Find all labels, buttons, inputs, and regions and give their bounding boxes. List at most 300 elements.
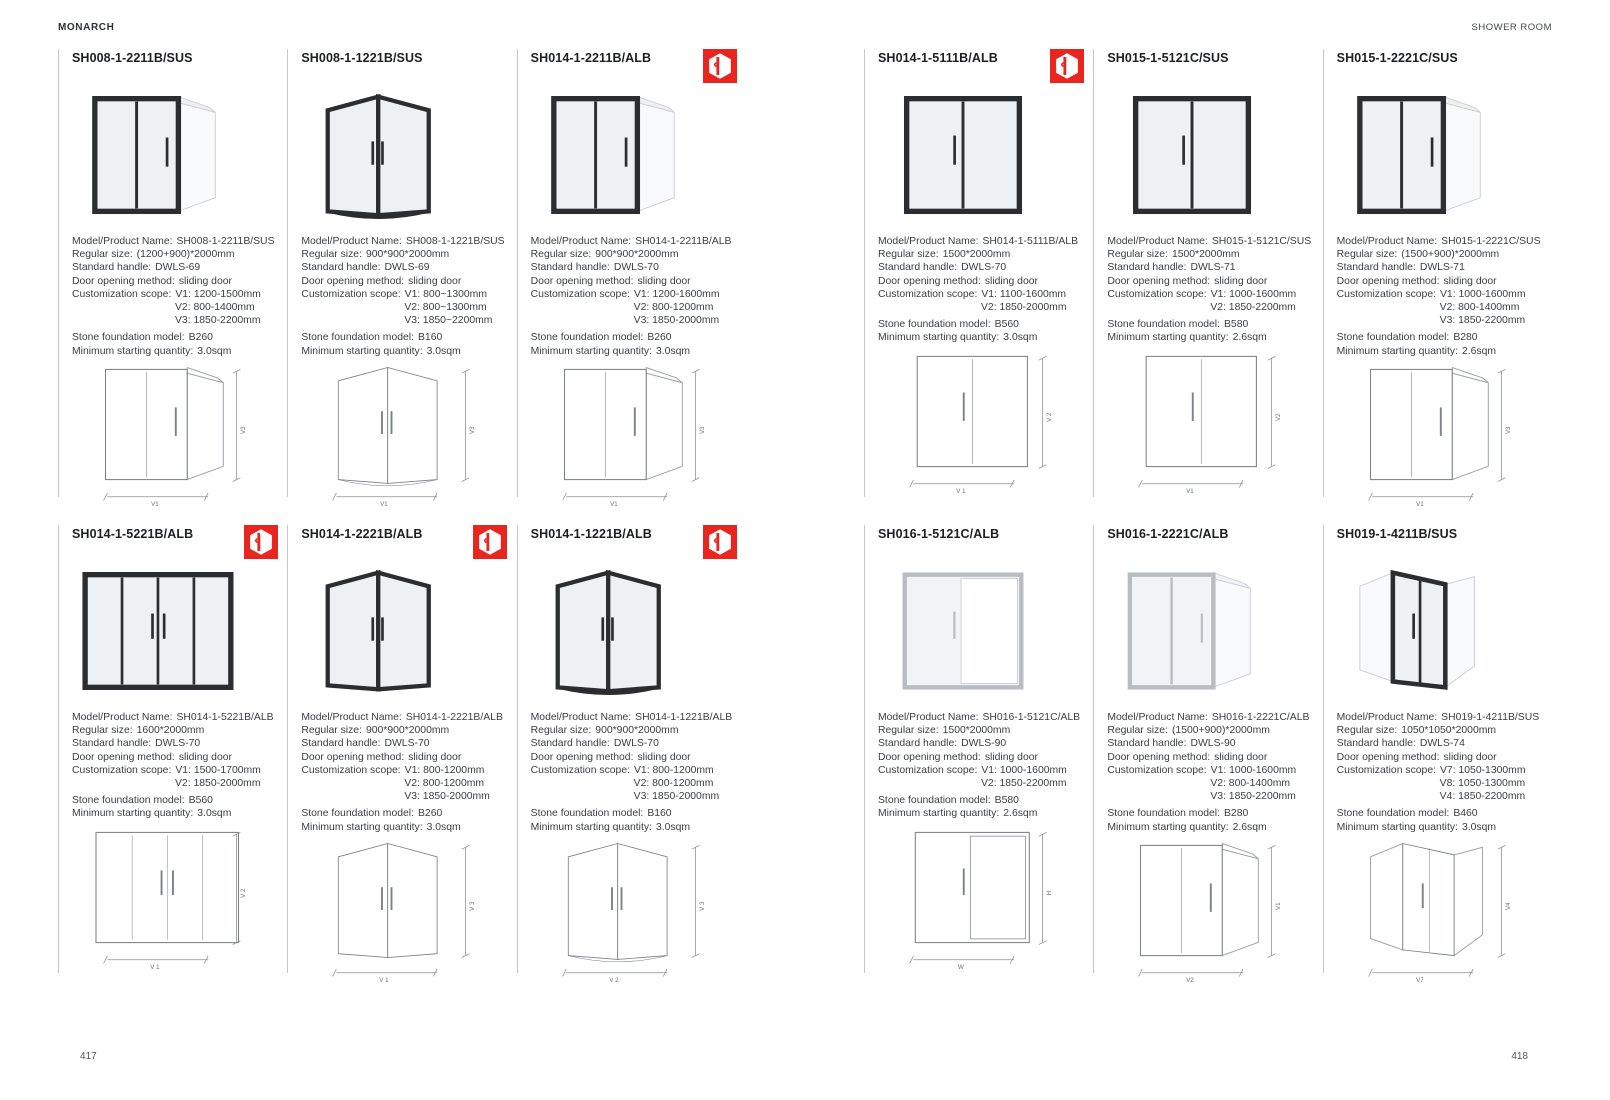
product-specs bbox=[301, 235, 513, 358]
spec-value: SH014-1-5111B/ALB bbox=[982, 236, 1078, 247]
product-specs bbox=[301, 711, 513, 834]
product-specs bbox=[878, 235, 1090, 345]
spec-line bbox=[531, 711, 743, 724]
spec-line bbox=[878, 248, 1090, 261]
spec-value: V2: 800-1400mm bbox=[1439, 302, 1520, 314]
spec-value: V2: 1850-2200mm bbox=[1210, 302, 1296, 314]
spec-label: Customization scope: bbox=[1336, 764, 1436, 776]
spec-line bbox=[1337, 261, 1549, 274]
spec-line bbox=[531, 275, 743, 288]
spec-line bbox=[1107, 235, 1319, 248]
spec-value: V3: 1850-2200mm bbox=[175, 315, 261, 327]
product-card-header bbox=[1107, 49, 1319, 87]
product-title: SH015-1-2221C/SUS bbox=[1336, 51, 1458, 65]
spec-line bbox=[1337, 275, 1549, 288]
product-specs bbox=[531, 711, 743, 834]
spec-line bbox=[72, 275, 284, 288]
spec-line bbox=[1107, 724, 1319, 737]
spec-line bbox=[531, 345, 743, 358]
spec-line bbox=[72, 751, 284, 764]
spec-line bbox=[878, 807, 1090, 820]
spec-line bbox=[1107, 711, 1319, 724]
spec-value: 2.6sqm bbox=[1232, 821, 1267, 833]
spec-value: V2: 800-1200mm bbox=[633, 778, 714, 790]
spec-value: SH014-1-2221B/ALB bbox=[405, 712, 503, 723]
product-card-header bbox=[1107, 525, 1319, 563]
spec-line bbox=[531, 301, 743, 314]
spec-line bbox=[1337, 288, 1549, 301]
spec-line bbox=[878, 724, 1090, 737]
spec-value: sliding door bbox=[1214, 275, 1268, 287]
product-title: SH016-1-2221C/ALB bbox=[1107, 527, 1229, 541]
spec-line bbox=[1337, 777, 1549, 790]
spec-line bbox=[878, 301, 1090, 314]
spec-line bbox=[301, 248, 513, 261]
product-card bbox=[287, 49, 513, 509]
spec-label: Minimum starting quantity: bbox=[530, 345, 652, 357]
spec-line bbox=[878, 235, 1090, 248]
product-title: SH019-1-4211B/SUS bbox=[1336, 527, 1458, 541]
spec-label: Model/Product Name: bbox=[1107, 236, 1208, 247]
spec-value: DWLS-90 bbox=[961, 738, 1007, 750]
spec-label: Regular size: bbox=[878, 725, 939, 737]
product-specs bbox=[878, 711, 1090, 821]
spec-value: V2: 800-1400mm bbox=[175, 302, 255, 314]
spec-value: V3: 1850~2200mm bbox=[404, 315, 493, 327]
product-card bbox=[1323, 525, 1549, 985]
spec-line bbox=[301, 777, 513, 790]
spec-line bbox=[1107, 777, 1319, 790]
spec-value: DWLS-70 bbox=[613, 262, 659, 274]
spec-value: B580 bbox=[1223, 319, 1249, 331]
sketch-height-dimension-label: H bbox=[1046, 890, 1054, 896]
spec-value: SH014-1-5221B/ALB bbox=[176, 712, 274, 723]
spec-value: V3: 1850-2200mm bbox=[1439, 315, 1526, 327]
product-card-header bbox=[301, 49, 513, 87]
spec-line bbox=[72, 288, 284, 301]
product-card-header bbox=[1337, 525, 1549, 563]
sketch-height-dimension-label: V3 bbox=[240, 426, 248, 434]
spec-line bbox=[1107, 275, 1319, 288]
product-card-header bbox=[72, 49, 284, 87]
sketch-height-dimension-label: V2 bbox=[1275, 413, 1283, 421]
spec-label: Door opening method: bbox=[72, 275, 175, 287]
spec-label: Regular size: bbox=[1336, 725, 1398, 737]
spec-line bbox=[301, 345, 513, 358]
spec-line bbox=[301, 790, 513, 803]
spec-label: Standard handle: bbox=[878, 262, 958, 274]
spec-line bbox=[1337, 345, 1549, 358]
spec-line bbox=[531, 261, 743, 274]
product-photo-illustration bbox=[301, 563, 513, 699]
product-photo-illustration bbox=[531, 563, 743, 699]
spec-line bbox=[72, 248, 284, 261]
spec-value: DWLS-69 bbox=[155, 262, 201, 274]
spec-value: DWLS-90 bbox=[1190, 738, 1236, 750]
product-title: SH015-1-5121C/SUS bbox=[1107, 51, 1229, 65]
spec-line bbox=[301, 301, 513, 314]
product-specs bbox=[1107, 235, 1319, 345]
spec-line bbox=[301, 724, 513, 737]
product-dimension-sketch bbox=[88, 358, 284, 515]
product-card-header bbox=[878, 49, 1090, 87]
product-card-header bbox=[72, 525, 284, 563]
spec-value: SH014-1-2211B/ALB bbox=[635, 236, 732, 247]
spec-label: Model/Product Name: bbox=[878, 712, 979, 723]
spec-line bbox=[531, 724, 743, 737]
spec-label: Customization scope: bbox=[301, 764, 401, 776]
spec-label: Customization scope: bbox=[878, 288, 978, 300]
spec-line bbox=[531, 235, 743, 248]
spec-value: SH019-1-4211B/SUS bbox=[1441, 712, 1540, 723]
spec-label: Door opening method: bbox=[530, 275, 634, 287]
spec-value: (1500+900)*2000mm bbox=[1171, 725, 1270, 737]
spec-line bbox=[1107, 288, 1319, 301]
spec-value: sliding door bbox=[1443, 751, 1497, 763]
spec-value: 900*900*2000mm bbox=[365, 249, 450, 261]
sketch-width-dimension-label: V1 bbox=[1186, 487, 1194, 495]
spec-value: V4: 1850-2200mm bbox=[1439, 791, 1526, 803]
product-card bbox=[864, 525, 1090, 973]
spec-value: DWLS-70 bbox=[961, 262, 1007, 274]
product-card-header bbox=[878, 525, 1090, 563]
spec-label: Standard handle: bbox=[72, 262, 152, 274]
spec-value: 2.6sqm bbox=[1232, 332, 1267, 344]
spec-value: SH015-1-2221C/SUS bbox=[1441, 236, 1541, 247]
spec-value: sliding door bbox=[1214, 751, 1268, 763]
spec-label: Customization scope: bbox=[1107, 288, 1207, 300]
spec-label: Stone foundation model: bbox=[530, 808, 644, 820]
spec-value: B260 bbox=[647, 332, 672, 344]
spec-label: Customization scope: bbox=[72, 288, 172, 300]
spec-line bbox=[72, 724, 284, 737]
spec-value: V2: 800-1200mm bbox=[633, 302, 714, 314]
sliding-door-badge-icon bbox=[244, 525, 278, 559]
product-dimension-sketch bbox=[894, 345, 1090, 502]
spec-value: 3.0sqm bbox=[1003, 332, 1038, 344]
spec-line bbox=[531, 821, 743, 834]
spec-label: Stone foundation model: bbox=[1107, 319, 1220, 331]
spec-label: Standard handle: bbox=[1336, 262, 1416, 274]
spec-value: SH008-1-2211B/SUS bbox=[176, 236, 275, 247]
spec-value: sliding door bbox=[637, 275, 691, 287]
product-title: SH014-1-1221B/ALB bbox=[530, 527, 652, 541]
sketch-height-dimension-label: V3 bbox=[698, 426, 706, 434]
sliding-door-badge-icon bbox=[1050, 49, 1084, 83]
product-title: SH014-1-5221B/ALB bbox=[72, 527, 194, 541]
spec-line bbox=[1337, 301, 1549, 314]
product-card-header bbox=[1337, 49, 1549, 87]
spec-value: 900*900*2000mm bbox=[365, 725, 450, 737]
spec-label: Stone foundation model: bbox=[72, 332, 185, 344]
spec-line bbox=[301, 821, 513, 834]
spec-label: Standard handle: bbox=[72, 738, 152, 750]
spec-value: 3.0sqm bbox=[1461, 821, 1497, 833]
spec-value: V2: 1850-2000mm bbox=[175, 778, 261, 790]
spec-line bbox=[1337, 751, 1549, 764]
spec-label: Minimum starting quantity: bbox=[878, 808, 1000, 820]
spec-line bbox=[301, 751, 513, 764]
spec-line bbox=[1337, 737, 1549, 750]
spec-label: Standard handle: bbox=[301, 262, 381, 274]
spec-value: 1500*2000mm bbox=[942, 249, 1011, 261]
spec-line bbox=[878, 275, 1090, 288]
spec-label: Stone foundation model: bbox=[72, 795, 185, 807]
spec-line bbox=[72, 261, 284, 274]
spec-value: B560 bbox=[994, 319, 1019, 331]
brand-name: MONARCH bbox=[58, 22, 115, 33]
spec-label: Standard handle: bbox=[530, 738, 610, 750]
spec-value: (1200+900)*2000mm bbox=[136, 249, 235, 261]
product-title: SH016-1-5121C/ALB bbox=[878, 527, 1000, 541]
product-card bbox=[58, 525, 284, 973]
product-card bbox=[287, 525, 513, 985]
spec-value: V1: 1000-1600mm bbox=[1210, 764, 1297, 776]
spec-value: 900*900*2000mm bbox=[595, 725, 679, 737]
spec-value: B460 bbox=[1453, 808, 1478, 820]
spec-line bbox=[301, 288, 513, 301]
spec-label: Customization scope: bbox=[1107, 764, 1207, 776]
spec-line bbox=[72, 235, 284, 248]
spec-label: Standard handle: bbox=[301, 738, 381, 750]
spec-value: DWLS-71 bbox=[1419, 262, 1465, 274]
spec-label: Stone foundation model: bbox=[878, 319, 991, 331]
sketch-width-dimension-label: V7 bbox=[1415, 977, 1424, 985]
product-dimension-sketch bbox=[1353, 358, 1549, 515]
spec-label: Door opening method: bbox=[878, 751, 981, 763]
spec-label: Door opening method: bbox=[878, 275, 981, 287]
spec-value: DWLS-74 bbox=[1419, 738, 1465, 750]
spec-line bbox=[1107, 331, 1319, 344]
sketch-width-dimension-label: V1 bbox=[151, 501, 159, 509]
spec-value: sliding door bbox=[637, 751, 691, 763]
spec-line bbox=[531, 737, 743, 750]
spec-line bbox=[72, 737, 284, 750]
spec-label: Stone foundation model: bbox=[301, 808, 414, 820]
spec-value: B160 bbox=[647, 808, 672, 820]
spec-value: B580 bbox=[994, 795, 1019, 807]
spec-label: Door opening method: bbox=[530, 751, 634, 763]
spec-label: Regular size: bbox=[530, 725, 592, 737]
spec-label: Stone foundation model: bbox=[530, 332, 644, 344]
spec-value: SH014-1-1221B/ALB bbox=[635, 712, 733, 723]
product-photo-illustration bbox=[301, 87, 513, 223]
spec-label: Customization scope: bbox=[1336, 288, 1436, 300]
spec-value: V3: 1850-2000mm bbox=[633, 315, 720, 327]
spec-label: Customization scope: bbox=[301, 288, 401, 300]
spec-line bbox=[531, 314, 743, 327]
spec-label: Door opening method: bbox=[301, 275, 405, 287]
spec-line bbox=[531, 751, 743, 764]
sketch-width-dimension-label: V 1 bbox=[956, 487, 966, 495]
spec-line bbox=[1107, 737, 1319, 750]
spec-value: SH016-1-5121C/ALB bbox=[982, 712, 1081, 723]
product-dimension-sketch bbox=[1123, 834, 1319, 991]
sketch-width-dimension-label: V1 bbox=[609, 501, 618, 509]
page-number-right: 418 bbox=[1511, 1051, 1528, 1062]
spec-label: Customization scope: bbox=[72, 764, 172, 776]
spec-line bbox=[878, 737, 1090, 750]
spec-value: DWLS-71 bbox=[1190, 262, 1236, 274]
sliding-door-badge-icon bbox=[473, 525, 507, 559]
spec-line bbox=[301, 235, 513, 248]
spec-line bbox=[72, 777, 284, 790]
spec-label: Stone foundation model: bbox=[301, 332, 414, 344]
product-photo-illustration bbox=[1107, 87, 1319, 223]
sketch-width-dimension-label: V2 bbox=[1186, 977, 1194, 985]
spec-line bbox=[1337, 790, 1549, 803]
product-dimension-sketch bbox=[317, 358, 513, 515]
spec-label: Door opening method: bbox=[1336, 751, 1440, 763]
spec-label: Model/Product Name: bbox=[301, 712, 402, 723]
spec-value: V1: 800-1200mm bbox=[634, 764, 714, 776]
spec-label: Regular size: bbox=[301, 725, 362, 737]
spec-label: Door opening method: bbox=[1107, 275, 1211, 287]
product-dimension-sketch bbox=[317, 834, 513, 991]
product-photo-illustration bbox=[72, 563, 284, 699]
spec-line bbox=[301, 807, 513, 820]
spec-label: Customization scope: bbox=[530, 288, 630, 300]
spec-line bbox=[1337, 711, 1549, 724]
spec-line bbox=[301, 275, 513, 288]
spec-value: B260 bbox=[417, 808, 443, 820]
product-title: SH008-1-1221B/SUS bbox=[301, 51, 423, 65]
spec-value: B260 bbox=[188, 332, 213, 344]
spec-label: Regular size: bbox=[72, 249, 133, 261]
product-title: SH014-1-5111B/ALB bbox=[878, 51, 998, 65]
spec-label: Door opening method: bbox=[301, 751, 405, 763]
spec-line bbox=[72, 314, 284, 327]
spec-label: Door opening method: bbox=[1107, 751, 1211, 763]
spec-line bbox=[1107, 807, 1319, 820]
spec-line bbox=[1107, 751, 1319, 764]
spec-line bbox=[531, 790, 743, 803]
spec-value: V2: 800-1200mm bbox=[404, 778, 485, 790]
spec-label: Minimum starting quantity: bbox=[1107, 332, 1229, 344]
spec-line bbox=[878, 331, 1090, 344]
sketch-height-dimension-label: V 2 bbox=[1046, 412, 1054, 422]
spec-label: Standard handle: bbox=[878, 738, 958, 750]
spec-value: 1050*1050*2000mm bbox=[1401, 725, 1497, 737]
spec-value: V3: 1850-2000mm bbox=[404, 791, 490, 803]
product-specs bbox=[72, 235, 284, 358]
sketch-height-dimension-label: V4 bbox=[1504, 902, 1512, 910]
spec-value: DWLS-70 bbox=[613, 738, 659, 750]
spec-value: V8: 1050-1300mm bbox=[1439, 778, 1526, 790]
spec-label: Minimum starting quantity: bbox=[301, 345, 423, 357]
sketch-width-dimension-label: V 1 bbox=[379, 977, 389, 985]
spec-value: V2: 1850-2000mm bbox=[981, 302, 1067, 314]
product-dimension-sketch bbox=[1353, 834, 1549, 991]
spec-line bbox=[878, 711, 1090, 724]
spec-line bbox=[1337, 724, 1549, 737]
spec-line bbox=[1337, 314, 1549, 327]
product-card bbox=[517, 49, 743, 509]
spec-value: V1: 1100-1600mm bbox=[981, 288, 1067, 300]
spec-label: Model/Product Name: bbox=[878, 236, 979, 247]
sketch-width-dimension-label: V 2 bbox=[608, 977, 619, 985]
spec-label: Regular size: bbox=[301, 249, 362, 261]
product-dimension-sketch bbox=[547, 834, 743, 991]
spec-label: Model/Product Name: bbox=[72, 236, 173, 247]
product-photo-illustration bbox=[878, 563, 1090, 699]
spec-line bbox=[531, 807, 743, 820]
spec-line bbox=[531, 331, 743, 344]
spec-value: DWLS-70 bbox=[155, 738, 201, 750]
spec-label: Model/Product Name: bbox=[530, 236, 632, 247]
product-title: SH008-1-2211B/SUS bbox=[72, 51, 193, 65]
spec-value: SH008-1-1221B/SUS bbox=[405, 236, 505, 247]
spec-line bbox=[1337, 764, 1549, 777]
spec-line bbox=[301, 737, 513, 750]
spec-value: sliding door bbox=[984, 275, 1038, 287]
spec-label: Customization scope: bbox=[878, 764, 978, 776]
spec-line bbox=[878, 318, 1090, 331]
spec-label: Minimum starting quantity: bbox=[72, 808, 194, 820]
product-card bbox=[864, 49, 1090, 497]
sketch-height-dimension-label: V1 bbox=[1275, 902, 1283, 910]
spec-line bbox=[878, 261, 1090, 274]
product-title: SH014-1-2211B/ALB bbox=[530, 51, 652, 65]
spec-label: Standard handle: bbox=[1336, 738, 1416, 750]
spec-line bbox=[1107, 790, 1319, 803]
spec-value: V1: 800-1200mm bbox=[404, 764, 485, 776]
spec-value: V3: 1850-2000mm bbox=[633, 791, 720, 803]
spec-line bbox=[878, 751, 1090, 764]
product-photo-illustration bbox=[1107, 563, 1319, 699]
header bbox=[58, 22, 1552, 33]
spec-value: B280 bbox=[1223, 808, 1249, 820]
spec-label: Minimum starting quantity: bbox=[301, 821, 423, 833]
spec-value: 1500*2000mm bbox=[1171, 249, 1240, 261]
sketch-height-dimension-label: V 2 bbox=[240, 888, 248, 898]
spec-value: V1: 1000-1600mm bbox=[1440, 288, 1526, 300]
spec-line bbox=[1107, 821, 1319, 834]
product-card bbox=[58, 49, 284, 509]
product-specs bbox=[1107, 711, 1319, 834]
spec-value: V3: 1850-2200mm bbox=[1210, 791, 1296, 803]
spec-value: 3.0sqm bbox=[426, 345, 461, 357]
spec-value: V2: 800~1300mm bbox=[404, 302, 487, 314]
sketch-height-dimension-label: V 3 bbox=[469, 901, 477, 911]
spec-value: 1500*2000mm bbox=[942, 725, 1011, 737]
product-photo-illustration bbox=[72, 87, 284, 223]
spec-label: Minimum starting quantity: bbox=[1336, 821, 1458, 833]
sliding-door-badge-icon bbox=[703, 49, 737, 83]
spec-label: Stone foundation model: bbox=[1336, 808, 1450, 820]
spec-line bbox=[1337, 248, 1549, 261]
spec-line bbox=[72, 345, 284, 358]
spec-value: 3.0sqm bbox=[655, 821, 691, 833]
spec-value: 2.6sqm bbox=[1003, 808, 1038, 820]
spec-label: Minimum starting quantity: bbox=[878, 332, 1000, 344]
product-photo-illustration bbox=[878, 87, 1090, 223]
product-photo-illustration bbox=[531, 87, 743, 223]
spec-line bbox=[531, 248, 743, 261]
spec-line bbox=[301, 711, 513, 724]
product-card bbox=[1323, 49, 1549, 509]
spec-value: V1: 800~1300mm bbox=[404, 288, 487, 300]
spec-label: Standard handle: bbox=[1107, 738, 1187, 750]
section-title: SHOWER ROOM bbox=[1471, 22, 1552, 33]
spec-value: V1: 1000-1600mm bbox=[1210, 288, 1297, 300]
spec-label: Model/Product Name: bbox=[530, 712, 632, 723]
product-card bbox=[517, 525, 743, 985]
spec-value: B560 bbox=[188, 795, 213, 807]
product-card-header bbox=[531, 525, 743, 563]
page-number-left: 417 bbox=[80, 1051, 97, 1062]
spec-line bbox=[1107, 261, 1319, 274]
